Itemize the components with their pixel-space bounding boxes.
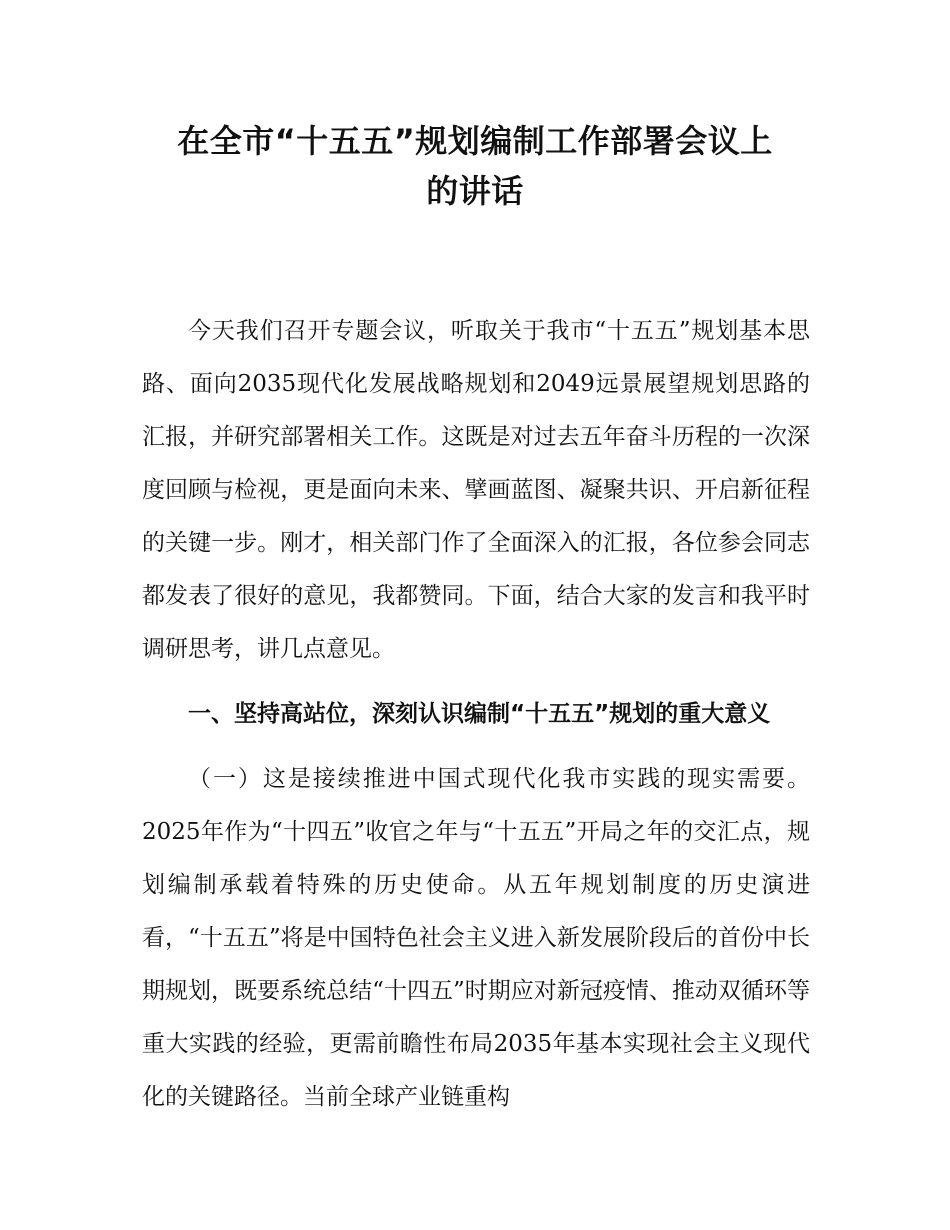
document-body — [142, 305, 810, 1124]
title-line-2: 的讲话 — [426, 172, 524, 210]
body-paragraph-intro: 今天我们召开专题会议，听取关于我市“十五五”规划基本思路、面向2035现代化发展战略规划和2049远景展望规划思路的汇报，并研究部署相关工作。这既是对过去五年奋斗历程的一次深度回顾与检视，更是面向未来、擘画蓝图、凝聚共识、开启新征程的关键一步。刚才，相关部门作了全面深入的汇报，各位参会同志都发表了很好的意见，我都赞同。下面，结合大家的发言和我平时调研思考，讲几点意见。 — [142, 318, 810, 662]
title-line-1: 在全市“十五五”规划编制工作部署会议上 — [177, 122, 773, 160]
section-heading-1: 一、坚持高站位，深刻认识编制“十五五”规划的重大意义 — [188, 701, 771, 727]
document-title — [140, 116, 810, 216]
body-paragraph-1: （一）这是接续推进中国式现代化我市实践的现实需要。2025年作为“十四五”收官之年与“十五五”开局之年的交汇点，规划编制承载着特殊的历史使命。从五年规划制度的历史演进看，“十五五”将是中国特色社会主义进入新发展阶段后的首份中长期规划，既要系统总结“十四五”时期应对新冠疫情、推动双循环等重大实践的经验，更需前瞻性布局2035年基本实现社会主义现代化的关键路径。当前全球产业链重构 — [142, 766, 810, 1110]
